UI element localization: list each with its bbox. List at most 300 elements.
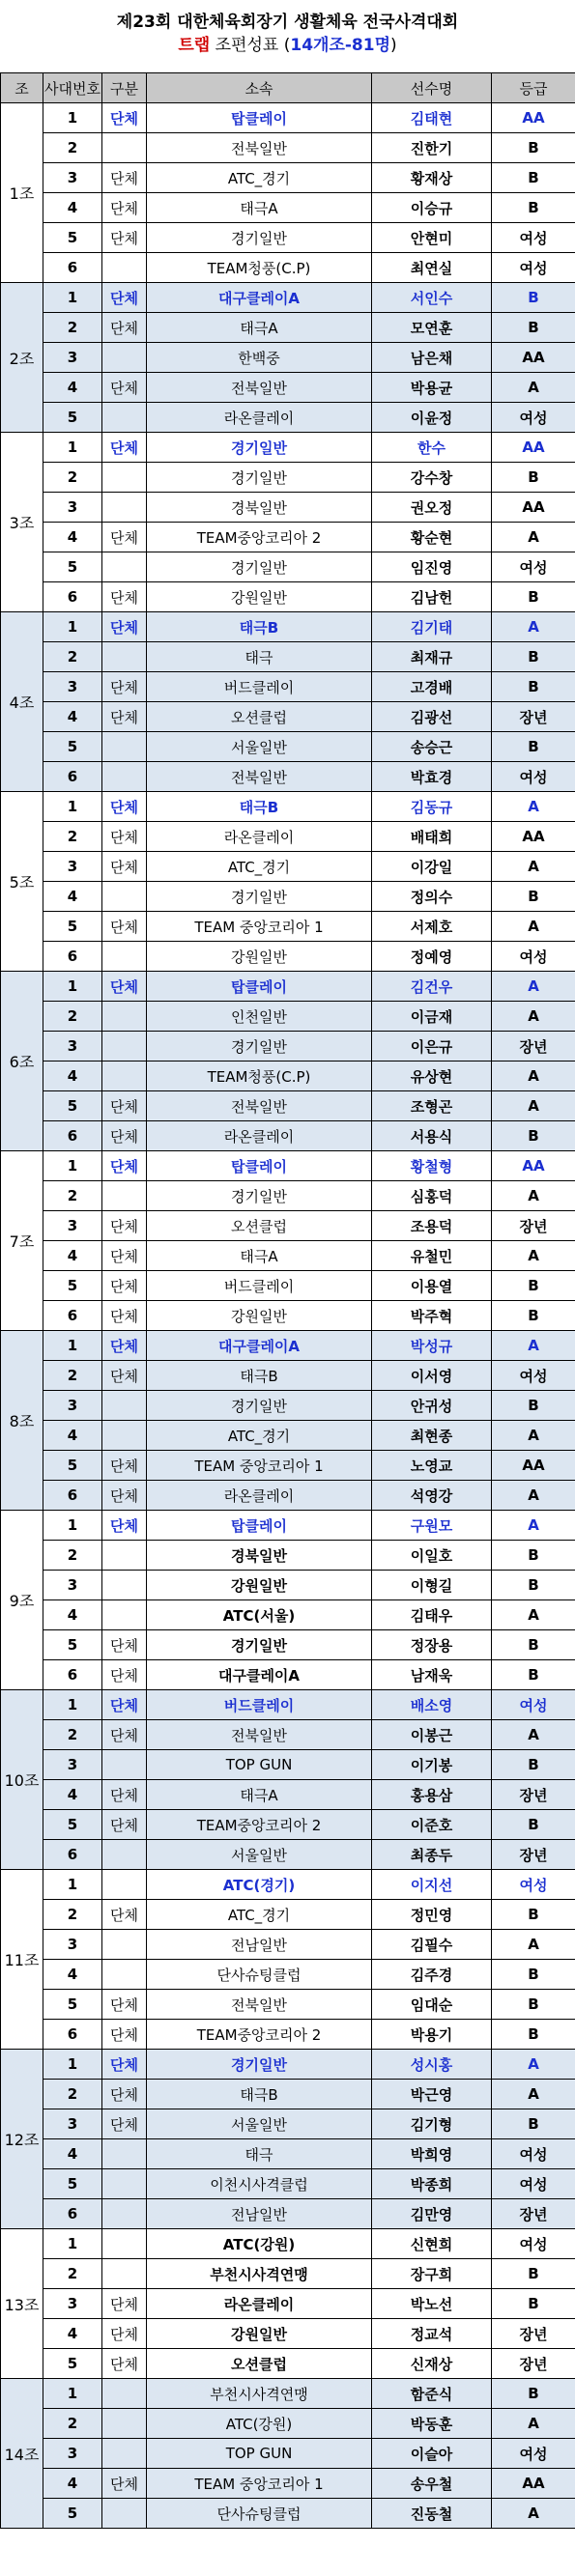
station-number: 5 (43, 2349, 102, 2379)
table-row (1, 1600, 575, 1630)
entry-kind: 단체 (102, 1211, 147, 1241)
table-row (1, 223, 575, 253)
station-number: 2 (43, 2259, 102, 2289)
entry-kind (102, 1032, 147, 1062)
club-name: 전남일반 (147, 1930, 372, 1960)
entry-kind (102, 1960, 147, 1990)
player-grade: A (492, 1002, 575, 1032)
table-row (1, 1840, 575, 1870)
player-name: 김남헌 (372, 582, 492, 612)
player-grade: A (492, 1481, 575, 1511)
table-row (1, 2050, 575, 2080)
entry-kind (102, 493, 147, 523)
table-row (1, 1331, 575, 1361)
station-number: 1 (43, 2229, 102, 2259)
station-number: 1 (43, 1151, 102, 1181)
club-name: 부천시사격연맹 (147, 2259, 372, 2289)
player-name: 김기태 (372, 612, 492, 642)
table-row (1, 1750, 575, 1780)
player-grade: B (492, 133, 575, 163)
entry-kind: 단체 (102, 283, 147, 313)
station-number: 2 (43, 1181, 102, 1211)
club-name: 경기일반 (147, 1032, 372, 1062)
player-name: 신현희 (372, 2229, 492, 2259)
entry-kind (102, 1181, 147, 1211)
club-name: 이천시사격클럽 (147, 2169, 372, 2199)
station-number: 2 (43, 1002, 102, 1032)
player-grade: 여성 (492, 552, 575, 582)
player-name: 석영강 (372, 1481, 492, 1511)
club-name: 탑클레이 (147, 972, 372, 1002)
entry-kind (102, 2229, 147, 2259)
entry-kind: 단체 (102, 2109, 147, 2139)
player-grade: B (492, 2109, 575, 2139)
subtitle-text: 조편성표 ( (210, 36, 291, 55)
player-name: 함준식 (372, 2379, 492, 2409)
player-name: 이서영 (372, 1361, 492, 1391)
player-grade: 여성 (492, 2139, 575, 2169)
player-grade: 여성 (492, 403, 575, 433)
table-row (1, 253, 575, 283)
station-number: 6 (43, 1121, 102, 1151)
station-number: 3 (43, 2439, 102, 2469)
club-name: TOP GUN (147, 2439, 372, 2469)
player-grade: A (492, 792, 575, 822)
page-title: 제23회 대한체육회장기 생활체육 전국사격대회 (116, 13, 459, 32)
player-grade: B (492, 163, 575, 193)
table-row (1, 1181, 575, 1211)
table-body (1, 103, 575, 2529)
header-row (1, 73, 575, 103)
station-number: 6 (43, 942, 102, 972)
player-grade: 장년 (492, 2319, 575, 2349)
player-name: 황재상 (372, 163, 492, 193)
player-name: 성시홍 (372, 2050, 492, 2080)
club-name: 경기일반 (147, 1630, 372, 1660)
player-name: 남재욱 (372, 1660, 492, 1690)
player-grade: A (492, 2409, 575, 2439)
player-grade: B (492, 1960, 575, 1990)
col-header-group: 조 (1, 73, 43, 103)
entry-kind (102, 552, 147, 582)
entry-kind: 단체 (102, 2469, 147, 2499)
player-grade: A (492, 1421, 575, 1451)
station-number: 5 (43, 912, 102, 942)
player-grade: B (492, 283, 575, 313)
table-row (1, 1271, 575, 1301)
club-name: 태극B (147, 792, 372, 822)
club-name: 탑클레이 (147, 1511, 372, 1541)
player-grade: B (492, 2379, 575, 2409)
player-name: 서용식 (372, 1121, 492, 1151)
station-number: 5 (43, 1271, 102, 1301)
club-name: 태극A (147, 193, 372, 223)
player-name: 박희영 (372, 2139, 492, 2169)
player-grade: 여성 (492, 942, 575, 972)
col-header-station: 사대번호 (43, 73, 102, 103)
entry-kind: 단체 (102, 2319, 147, 2349)
player-name: 김만영 (372, 2199, 492, 2229)
player-name: 배태희 (372, 822, 492, 852)
table-row (1, 2139, 575, 2169)
station-number: 1 (43, 2050, 102, 2080)
entry-kind: 단체 (102, 972, 147, 1002)
station-number: 6 (43, 2020, 102, 2050)
table-row (1, 433, 575, 463)
player-grade: B (492, 193, 575, 223)
club-name: 강원일반 (147, 1301, 372, 1331)
entry-kind (102, 642, 147, 672)
club-name: 한백중 (147, 343, 372, 373)
player-name: 최현종 (372, 1421, 492, 1451)
player-name: 황순현 (372, 523, 492, 552)
table-row (1, 2439, 575, 2469)
col-header-club: 소속 (147, 73, 372, 103)
player-grade: 장년 (492, 1032, 575, 1062)
table-row (1, 642, 575, 672)
player-name: 박용기 (372, 2020, 492, 2050)
club-name: 대구클레이A (147, 1331, 372, 1361)
entry-kind: 단체 (102, 163, 147, 193)
player-grade: B (492, 672, 575, 702)
player-name: 박동훈 (372, 2409, 492, 2439)
club-name: 태극A (147, 1241, 372, 1271)
station-number: 3 (43, 672, 102, 702)
player-grade: AA (492, 1151, 575, 1181)
club-name: 대구클레이A (147, 1660, 372, 1690)
table-row (1, 1211, 575, 1241)
player-grade: A (492, 523, 575, 552)
entry-kind (102, 1840, 147, 1870)
table-row (1, 942, 575, 972)
subtitle-count: 14개조-81명 (290, 36, 390, 55)
club-name: 경북일반 (147, 1541, 372, 1571)
table-row (1, 852, 575, 882)
entry-kind (102, 882, 147, 912)
table-row (1, 463, 575, 493)
player-grade: A (492, 2050, 575, 2080)
table-row (1, 1720, 575, 1750)
club-name: 경북일반 (147, 493, 372, 523)
player-name: 이형길 (372, 1571, 492, 1600)
station-number: 2 (43, 1361, 102, 1391)
entry-kind (102, 2199, 147, 2229)
entry-kind (102, 1062, 147, 1091)
player-name: 박성규 (372, 1331, 492, 1361)
group-label: 12조 (1, 2050, 43, 2229)
club-name: 탑클레이 (147, 103, 372, 133)
table-row (1, 1451, 575, 1481)
entry-kind: 단체 (102, 1091, 147, 1121)
station-number: 6 (43, 762, 102, 792)
table-row (1, 1481, 575, 1511)
club-name: TOP GUN (147, 1750, 372, 1780)
club-name: 버드클레이 (147, 1690, 372, 1720)
table-row (1, 103, 575, 133)
club-name: 라온클레이 (147, 1481, 372, 1511)
station-number: 4 (43, 1780, 102, 1810)
group-label: 10조 (1, 1690, 43, 1870)
station-number: 3 (43, 493, 102, 523)
club-name: 경기일반 (147, 1391, 372, 1421)
club-name: 버드클레이 (147, 672, 372, 702)
player-grade: B (492, 1660, 575, 1690)
entry-kind: 단체 (102, 2050, 147, 2080)
player-grade: 여성 (492, 253, 575, 283)
club-name: 라온클레이 (147, 1121, 372, 1151)
entry-kind: 단체 (102, 1331, 147, 1361)
group-label: 8조 (1, 1331, 43, 1511)
station-number: 4 (43, 373, 102, 403)
station-number: 5 (43, 1810, 102, 1840)
table-row (1, 1990, 575, 2020)
table-row (1, 2289, 575, 2319)
station-number: 5 (43, 2499, 102, 2529)
club-name: 경기일반 (147, 463, 372, 493)
group-label: 5조 (1, 792, 43, 972)
player-grade: B (492, 1271, 575, 1301)
subtitle-event: 트랩 (178, 36, 211, 55)
player-name: 진동철 (372, 2499, 492, 2529)
club-name: TEAM청풍(C.P) (147, 1062, 372, 1091)
club-name: 오션클럽 (147, 702, 372, 732)
club-name: 강원일반 (147, 582, 372, 612)
entry-kind (102, 1930, 147, 1960)
club-name: TEAM중앙코리아 2 (147, 523, 372, 552)
player-name: 배소영 (372, 1690, 492, 1720)
player-grade: 여성 (492, 2169, 575, 2199)
player-grade: A (492, 1062, 575, 1091)
table-row (1, 1002, 575, 1032)
player-name: 이금재 (372, 1002, 492, 1032)
table-row (1, 1241, 575, 1271)
player-name: 김기형 (372, 2109, 492, 2139)
player-name: 정의수 (372, 882, 492, 912)
table-row (1, 702, 575, 732)
player-name: 장구희 (372, 2259, 492, 2289)
player-name: 서인수 (372, 283, 492, 313)
table-row (1, 2020, 575, 2050)
entry-kind: 단체 (102, 433, 147, 463)
table-row (1, 1151, 575, 1181)
table-row (1, 1960, 575, 1990)
table-row (1, 133, 575, 163)
entry-kind: 단체 (102, 2349, 147, 2379)
station-number: 5 (43, 1091, 102, 1121)
entry-kind: 단체 (102, 912, 147, 942)
club-name: 전북일반 (147, 762, 372, 792)
station-number: 4 (43, 1062, 102, 1091)
player-name: 김태현 (372, 103, 492, 133)
table-row (1, 2469, 575, 2499)
entry-kind: 단체 (102, 672, 147, 702)
player-grade: 여성 (492, 2439, 575, 2469)
player-grade: B (492, 1990, 575, 2020)
club-name: 태극A (147, 1780, 372, 1810)
club-name: TEAM 중앙코리아 1 (147, 912, 372, 942)
player-name: 임진영 (372, 552, 492, 582)
entry-kind (102, 1870, 147, 1900)
station-number: 4 (43, 882, 102, 912)
entry-kind: 단체 (102, 1271, 147, 1301)
station-number: 4 (43, 2319, 102, 2349)
station-number: 4 (43, 1421, 102, 1451)
station-number: 5 (43, 732, 102, 762)
table-row (1, 1062, 575, 1091)
entry-kind: 단체 (102, 1361, 147, 1391)
club-name: 인천일반 (147, 1002, 372, 1032)
table-row (1, 882, 575, 912)
player-grade: 여성 (492, 1361, 575, 1391)
player-name: 박용균 (372, 373, 492, 403)
player-grade: AA (492, 1451, 575, 1481)
player-grade: B (492, 2020, 575, 2050)
club-name: 전북일반 (147, 1720, 372, 1750)
table-row (1, 2080, 575, 2109)
table-row (1, 792, 575, 822)
entry-kind: 단체 (102, 1660, 147, 1690)
table-row (1, 2379, 575, 2409)
table-header (1, 73, 575, 103)
group-label: 11조 (1, 1870, 43, 2050)
station-number: 1 (43, 612, 102, 642)
player-grade: 장년 (492, 1211, 575, 1241)
station-number: 5 (43, 1630, 102, 1660)
station-number: 1 (43, 283, 102, 313)
station-number: 4 (43, 2469, 102, 2499)
player-grade: A (492, 1930, 575, 1960)
entry-kind (102, 762, 147, 792)
entry-kind: 단체 (102, 702, 147, 732)
player-name: 이기봉 (372, 1750, 492, 1780)
entry-kind (102, 2409, 147, 2439)
table-row (1, 2229, 575, 2259)
club-name: TEAM중앙코리아 2 (147, 2020, 372, 2050)
station-number: 6 (43, 2199, 102, 2229)
table-row (1, 283, 575, 313)
club-name: 전남일반 (147, 2199, 372, 2229)
entry-kind (102, 253, 147, 283)
station-number: 3 (43, 1750, 102, 1780)
player-name: 노영교 (372, 1451, 492, 1481)
station-number: 4 (43, 193, 102, 223)
player-grade: A (492, 373, 575, 403)
player-name: 최재규 (372, 642, 492, 672)
station-number: 2 (43, 1720, 102, 1750)
entry-kind: 단체 (102, 193, 147, 223)
player-grade: A (492, 1091, 575, 1121)
player-name: 고경배 (372, 672, 492, 702)
player-grade: A (492, 852, 575, 882)
entry-kind (102, 1750, 147, 1780)
player-name: 이봉근 (372, 1720, 492, 1750)
club-name: 태극B (147, 1361, 372, 1391)
player-grade: B (492, 1301, 575, 1331)
club-name: 전북일반 (147, 1990, 372, 2020)
player-grade: B (492, 1630, 575, 1660)
club-name: 버드클레이 (147, 1271, 372, 1301)
player-name: 이지선 (372, 1870, 492, 1900)
player-grade: A (492, 1331, 575, 1361)
club-name: 라온클레이 (147, 2289, 372, 2319)
club-name: 단사슈팅클럽 (147, 2499, 372, 2529)
player-grade: B (492, 1900, 575, 1930)
station-number: 3 (43, 1391, 102, 1421)
station-number: 1 (43, 1690, 102, 1720)
table-row (1, 1630, 575, 1660)
entry-kind: 단체 (102, 1990, 147, 2020)
club-name: 부천시사격연맹 (147, 2379, 372, 2409)
entry-kind (102, 942, 147, 972)
group-label: 7조 (1, 1151, 43, 1331)
player-grade: B (492, 582, 575, 612)
player-name: 이용열 (372, 1271, 492, 1301)
club-name: ATC_경기 (147, 1421, 372, 1451)
table-row (1, 1780, 575, 1810)
player-grade: A (492, 1511, 575, 1541)
player-name: 김광선 (372, 702, 492, 732)
club-name: 경기일반 (147, 552, 372, 582)
player-name: 모연훈 (372, 313, 492, 343)
station-number: 2 (43, 133, 102, 163)
player-grade: 장년 (492, 2349, 575, 2379)
player-grade: B (492, 732, 575, 762)
player-grade: B (492, 1750, 575, 1780)
entry-kind: 단체 (102, 1810, 147, 1840)
player-grade: AA (492, 2469, 575, 2499)
player-name: 한수 (372, 433, 492, 463)
player-grade: A (492, 912, 575, 942)
player-name: 이일호 (372, 1541, 492, 1571)
club-name: 태극B (147, 2080, 372, 2109)
station-number: 1 (43, 1331, 102, 1361)
player-name: 남은채 (372, 343, 492, 373)
station-number: 6 (43, 1301, 102, 1331)
entry-kind: 단체 (102, 1511, 147, 1541)
station-number: 3 (43, 852, 102, 882)
entry-kind: 단체 (102, 1720, 147, 1750)
table-row (1, 762, 575, 792)
squad-table (0, 72, 575, 2529)
table-row (1, 672, 575, 702)
entry-kind: 단체 (102, 1241, 147, 1271)
station-number: 5 (43, 1451, 102, 1481)
station-number: 1 (43, 103, 102, 133)
player-name: 김건우 (372, 972, 492, 1002)
table-row (1, 1301, 575, 1331)
col-header-kind: 구분 (102, 73, 147, 103)
player-grade: B (492, 2259, 575, 2289)
entry-kind (102, 2439, 147, 2469)
club-name: TEAM 중앙코리아 1 (147, 2469, 372, 2499)
table-row (1, 612, 575, 642)
station-number: 5 (43, 552, 102, 582)
group-label: 1조 (1, 103, 43, 283)
entry-kind: 단체 (102, 1630, 147, 1660)
table-row (1, 1930, 575, 1960)
table-row (1, 2109, 575, 2139)
group-label: 6조 (1, 972, 43, 1151)
player-grade: AA (492, 433, 575, 463)
player-grade: 여성 (492, 223, 575, 253)
table-row (1, 2349, 575, 2379)
player-grade: B (492, 313, 575, 343)
player-grade: 장년 (492, 1780, 575, 1810)
club-name: 전북일반 (147, 133, 372, 163)
player-grade: B (492, 1391, 575, 1421)
player-name: 유철민 (372, 1241, 492, 1271)
station-number: 3 (43, 1930, 102, 1960)
